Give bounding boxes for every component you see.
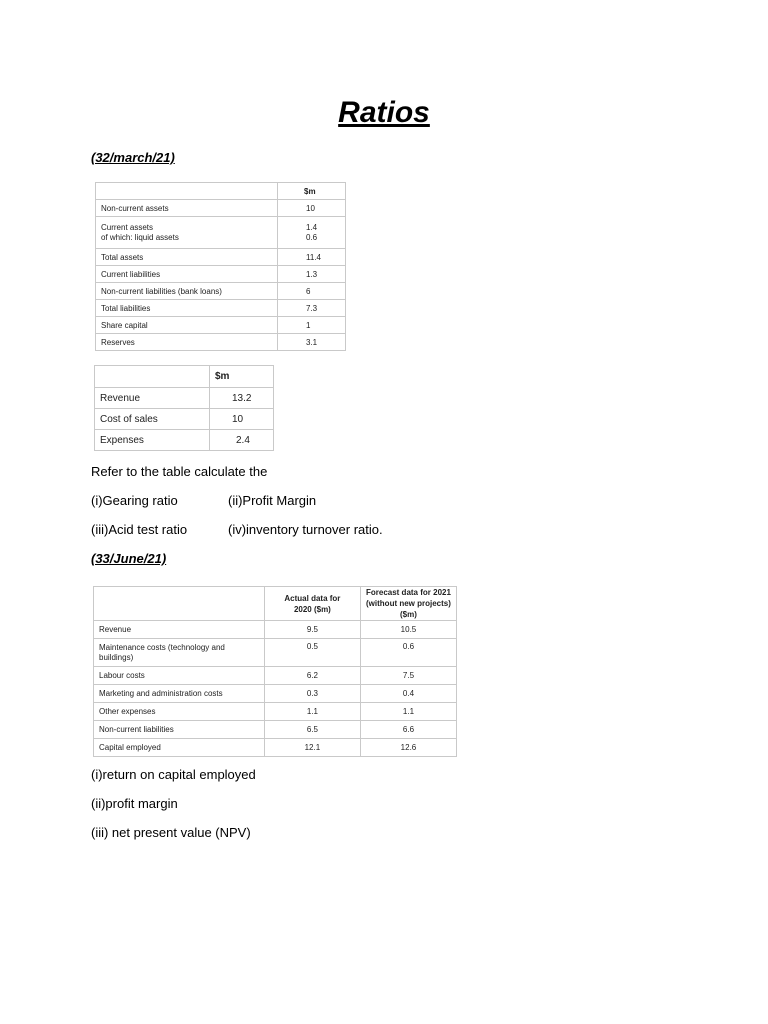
row-value: 1 <box>278 317 346 334</box>
forecast-value: 1.1 <box>360 703 456 721</box>
row-label: Other expenses <box>94 703 265 721</box>
income-table <box>94 365 274 451</box>
forecast-value: 12.6 <box>360 739 456 757</box>
forecast-value: 0.4 <box>360 685 456 703</box>
balance-sheet-table <box>95 182 346 351</box>
row-label: Capital employed <box>94 739 265 757</box>
row-value: 10 <box>210 409 274 430</box>
column-header-actual: Actual data for 2020 ($m) <box>264 587 360 621</box>
row-value: 13.2 <box>210 388 274 409</box>
section2-date: (33/June/21) <box>91 551 167 566</box>
actual-value: 1.1 <box>264 703 360 721</box>
row-label: Non-current assets <box>96 200 278 217</box>
table-header-row <box>96 183 346 200</box>
table-row <box>96 200 346 217</box>
row-label: Revenue <box>94 621 265 639</box>
table-row <box>96 334 346 351</box>
table-row <box>96 266 346 283</box>
table-row <box>94 667 457 685</box>
row-value: 11.4 <box>278 249 346 266</box>
question-npv: (iii) net present value (NPV) <box>91 825 251 840</box>
table-cell <box>94 587 265 621</box>
question-acid-test: (iii)Acid test ratio <box>91 522 188 537</box>
table-row <box>96 317 346 334</box>
actual-value: 9.5 <box>264 621 360 639</box>
row-value: 2.4 <box>210 430 274 451</box>
row-label: Current liabilities <box>96 266 278 283</box>
section1-date: (32/march/21) <box>91 150 175 165</box>
row-label: Maintenance costs (technology and buildings) <box>94 639 265 667</box>
row-label: Marketing and administration costs <box>94 685 265 703</box>
table-row <box>95 388 274 409</box>
question-profit-margin-2: (ii)profit margin <box>91 796 178 811</box>
question-gearing: (i)Gearing ratio <box>91 493 178 508</box>
row-label: Non-current liabilities (bank loans) <box>96 283 278 300</box>
forecast-value: 0.6 <box>360 639 456 667</box>
table-row <box>95 409 274 430</box>
table-row <box>94 739 457 757</box>
row-label: Labour costs <box>94 667 265 685</box>
actual-value: 0.5 <box>264 639 360 667</box>
column-header-forecast: Forecast data for 2021 (without new projects) ($m) <box>360 587 456 621</box>
row-label: Cost of sales <box>95 409 210 430</box>
row-label: Reserves <box>96 334 278 351</box>
table-row <box>94 721 457 739</box>
table-row <box>96 249 346 266</box>
actual-value: 6.5 <box>264 721 360 739</box>
row-label: Current assets of which: liquid assets <box>96 217 278 249</box>
row-label: Share capital <box>96 317 278 334</box>
table-header-row <box>94 587 457 621</box>
row-value: 7.3 <box>278 300 346 317</box>
table-row <box>94 703 457 721</box>
table-row <box>96 217 346 249</box>
forecast-value: 6.6 <box>360 721 456 739</box>
column-header: $m <box>278 183 346 200</box>
row-label: Total assets <box>96 249 278 266</box>
forecast-value: 7.5 <box>360 667 456 685</box>
actual-value: 0.3 <box>264 685 360 703</box>
column-header: $m <box>210 366 274 388</box>
row-value: 6 <box>278 283 346 300</box>
table-row <box>96 283 346 300</box>
forecast-value: 10.5 <box>360 621 456 639</box>
instruction-text: Refer to the table calculate the <box>91 464 268 479</box>
table-cell <box>96 183 278 200</box>
table-cell <box>95 366 210 388</box>
row-value: 1.3 <box>278 266 346 283</box>
row-value: 1.4 0.6 <box>278 217 346 249</box>
actual-value: 6.2 <box>264 667 360 685</box>
row-value: 3.1 <box>278 334 346 351</box>
row-label: Expenses <box>95 430 210 451</box>
row-label: Total liabilities <box>96 300 278 317</box>
question-inventory-turnover: (iv)inventory turnover ratio. <box>228 522 383 537</box>
table-row <box>94 685 457 703</box>
table-row <box>96 300 346 317</box>
page-title: Ratios <box>338 96 430 129</box>
table-row <box>94 621 457 639</box>
question-profit-margin: (ii)Profit Margin <box>228 493 317 508</box>
actual-value: 12.1 <box>264 739 360 757</box>
table-row <box>95 430 274 451</box>
row-label: Revenue <box>95 388 210 409</box>
row-label: Non-current liabilities <box>94 721 265 739</box>
forecast-table <box>93 586 457 757</box>
table-header-row <box>95 366 274 388</box>
question-roce: (i)return on capital employed <box>91 767 256 782</box>
row-value: 10 <box>278 200 346 217</box>
table-row <box>94 639 457 667</box>
